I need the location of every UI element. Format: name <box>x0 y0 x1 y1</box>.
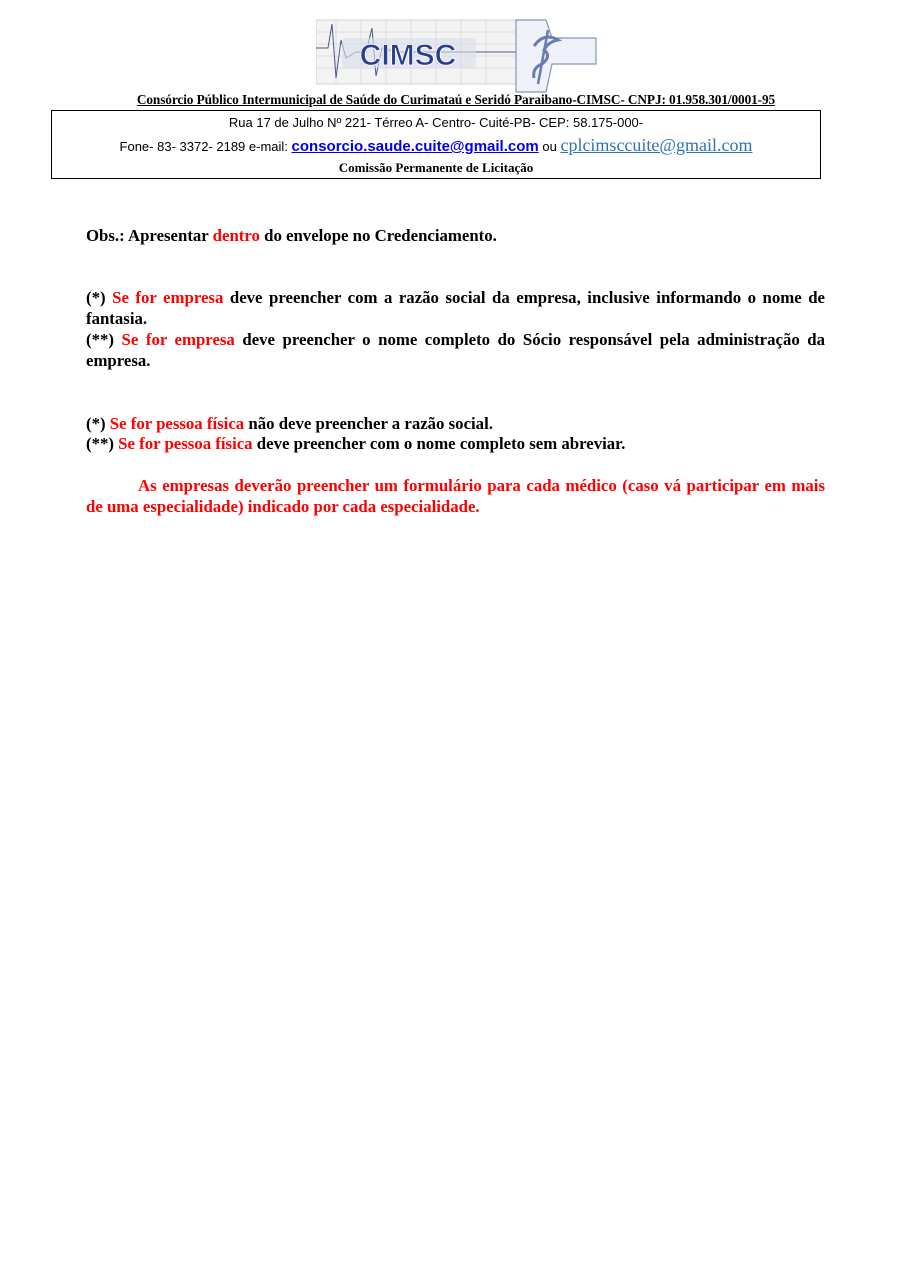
cimsc-logo <box>316 18 598 94</box>
note-text: não deve preencher a razão social. <box>248 414 493 433</box>
obs-prefix: Obs.: Apresentar <box>86 226 209 245</box>
commission-title: Comissão Permanente de Licitação <box>338 160 534 175</box>
note-highlight: Se for pessoa física <box>118 434 253 453</box>
note-highlight: Se for empresa <box>121 330 235 349</box>
pessoa-fisica-razao-note <box>86 413 825 434</box>
note-marker: (**) <box>86 330 114 349</box>
empresa-socio-note <box>86 329 825 371</box>
primary-email-link[interactable]: consorcio.saude.cuite@gmail.com <box>291 138 539 155</box>
pessoa-fisica-nome-note <box>86 433 825 454</box>
email-connector: ou <box>542 139 557 154</box>
contact-line <box>52 135 820 156</box>
organization-title: Consórcio Público Intermunicipal de Saúde do Curimataú e Seridó Paraibano-CIMSC- CNPJ: 01.958.301/0001-95 <box>136 92 776 107</box>
obs-suffix: do envelope no Credenciamento. <box>264 226 497 245</box>
formulario-instruction: As empresas deverão preencher um formulário para cada médico (caso vá participar em mais de uma especialidade) indicado por cada especialidade. <box>86 476 825 516</box>
note-highlight: Se for empresa <box>112 288 224 307</box>
obs-paragraph <box>86 225 825 246</box>
address-line: Rua 17 de Julho Nº 221- Térreo A- Centro- Cuité-PB- CEP: 58.175-000- <box>228 115 644 130</box>
note-text: deve preencher com a razão social da empresa, inclusive informando o nome de fantasia. <box>86 288 826 328</box>
obs-highlight: dentro <box>212 226 260 245</box>
note-text: deve preencher o nome completo do Sócio responsável pela administração da empresa. <box>86 330 825 370</box>
logo-text: CIMSC <box>359 39 457 72</box>
secondary-email-link[interactable]: cplcimsccuite@gmail.com <box>560 135 753 155</box>
note-marker: (*) <box>86 414 106 433</box>
note-marker: (**) <box>86 434 114 453</box>
note-highlight: Se for pessoa física <box>109 414 245 433</box>
note-text: deve preencher com o nome completo sem abreviar. <box>256 434 626 453</box>
note-marker: (*) <box>86 288 106 307</box>
header-contact-box <box>51 110 821 179</box>
phone-label: Fone- 83- 3372- 2189 e-mail: <box>119 139 288 154</box>
empresa-razao-social-note <box>86 287 825 329</box>
